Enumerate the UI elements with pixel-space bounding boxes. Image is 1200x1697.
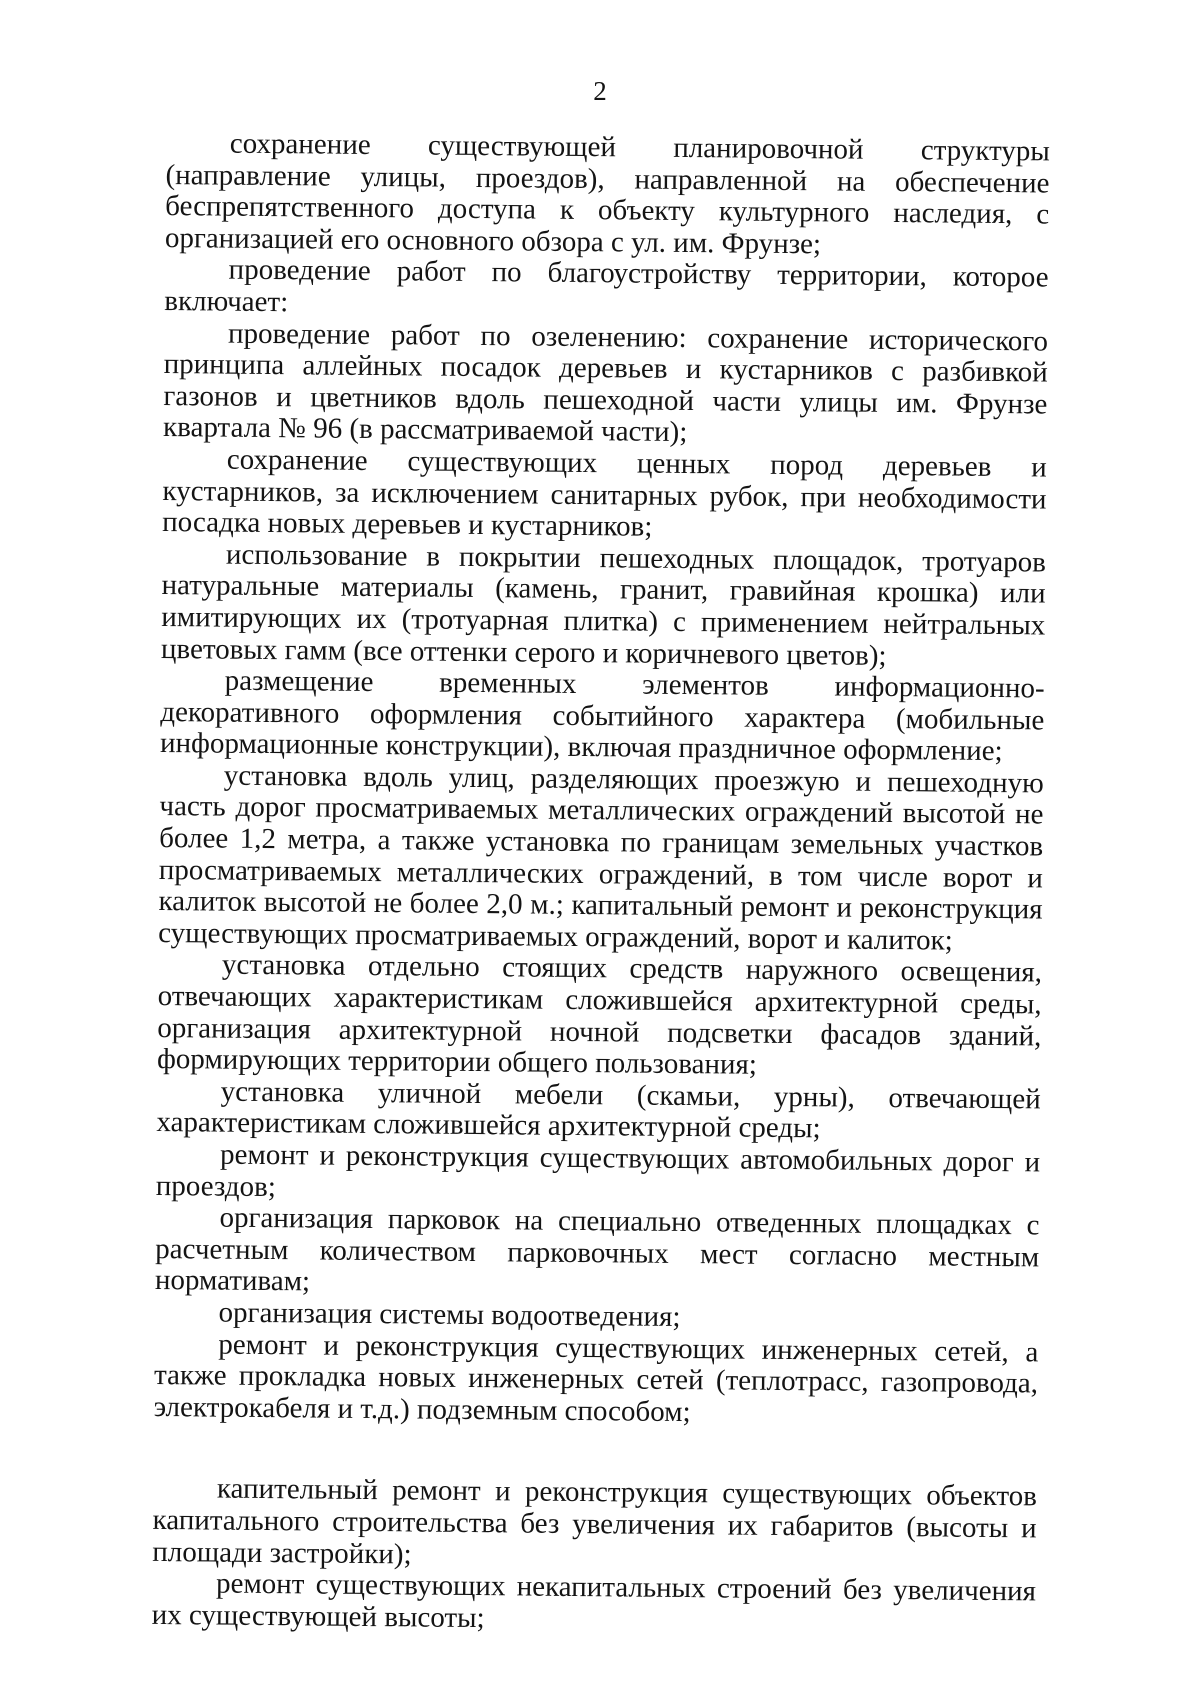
- paragraph: организация парковок на специально отведенных площадках с расчетным количеством парковочных мест согласно местным нормативам;: [154, 1201, 1040, 1298]
- page-number: 2: [593, 76, 607, 106]
- paragraph: установка уличной мебели (скамьи, урны), отвечающей характеристикам сложившейся архитектурной среды;: [156, 1075, 1041, 1145]
- paragraph: проведение работ по благоустройству территории, которое включает:: [164, 253, 1049, 319]
- paragraph: использование в покрытии пешеходных площадок, тротуаров натуральные материалы (камень, гранит, гравийная крошка) или имитирующих их (тротуарная плитка) с применением нейтральных цветовых гамм (все оттенки серого и коричневого цветов);: [160, 538, 1047, 672]
- paragraph: организация системы водоотведения;: [218, 1296, 681, 1333]
- paragraph: капительный ремонт и реконструкция существующих объектов капитального строительства без увеличения их габаритов (высоты и площади застройки);: [152, 1472, 1038, 1570]
- paragraph: установка вдоль улиц, разделяющих проезжую и пешеходную часть дорог просматриваемых металлических ограждений высотой не более 1,2 метра, а также установка по границам земельных участков просматриваемых металлических ограждений, в том числе ворот и калиток высотой не более 2,0 м.; капитальный ремонт и реконструкция существующих просматриваемых ограждений, ворот и калиток;: [158, 759, 1044, 957]
- paragraph: сохранение существующих ценных пород деревьев и кустарников, за исключением санитарных рубок, при необходимости посадка новых деревьев и кустарников;: [162, 443, 1047, 543]
- paragraph: ремонт и реконструкция существующих автомобильных дорог и проездов;: [155, 1138, 1041, 1203]
- paragraph: установка отдельно стоящих средств наружного освещения, отвечающих характеристикам сложившейся архитектурной среды, организация архитектурной ночной подсветки фасадов зданий, формирующих территории общего пользования;: [156, 949, 1043, 1081]
- paragraph: ремонт существующих некапитальных строений без увеличения их существующей высоты;: [151, 1567, 1037, 1634]
- paragraph: ремонт и реконструкция существующих инженерных сетей, а также прокладка новых инженерных сетей (теплотрасс, газопровода, электрокабеля и т.д.) подземным способом;: [153, 1328, 1039, 1428]
- paragraph: проведение работ по озеленению: сохранение исторического принципа аллейных посадок деревьев и кустарников с разбивкой газонов и цветников вдоль пешеходной части улицы им. Фрунзе квартала № 96 (в рассматриваемой части);: [162, 317, 1049, 449]
- document-body: [152, 128, 1050, 1640]
- paragraph: размещение временных элементов информационно-декоративного оформления событийного характера (мобильные информационные конструкции), включая праздничное оформление;: [159, 664, 1045, 768]
- paragraph: сохранение существующей планировочной структуры (направление улицы, проездов), направленной на обеспечение беспрепятственного доступа к объекту культурного наследия, с организацией его основного обзора с ул. им. Фрунзе;: [164, 127, 1050, 261]
